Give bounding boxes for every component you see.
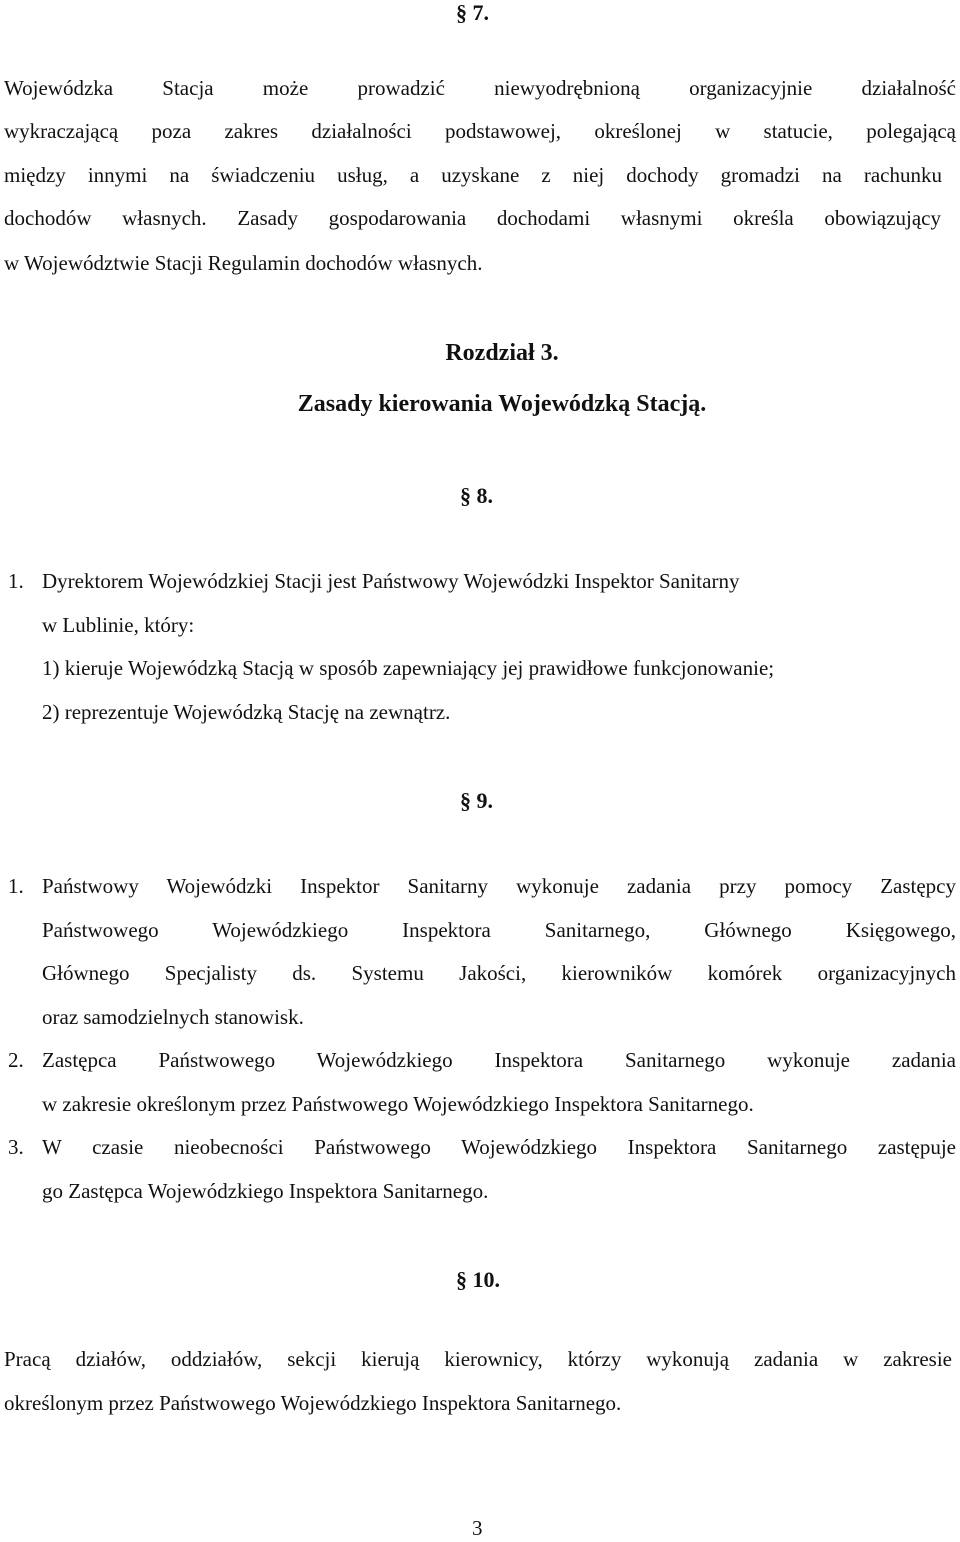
section-9-item-1-number: 1. — [8, 874, 24, 898]
chapter-number: Rozdział 3. — [445, 340, 559, 366]
section-8-heading: § 8. — [460, 483, 493, 508]
chapter-title: Zasady kierowania Wojewódzką Stacją. — [297, 391, 707, 417]
section-8-item-1-line-1: Dyrektorem Wojewódzkiej Stacji jest Państwowy Wojewódzki Inspektor Sanitarny — [42, 569, 740, 593]
section-9-item-1-line-1: Państwowy Wojewódzki Inspektor Sanitarny wykonuje zadania przy pomocy Zastępcy — [42, 874, 956, 898]
section-9-item-2-line-2: w zakresie określonym przez Państwowego Wojewódzkiego Inspektora Sanitarnego. — [42, 1092, 754, 1116]
section-10-line-2: określonym przez Państwowego Wojewódzkiego Inspektora Sanitarnego. — [4, 1391, 622, 1415]
section-8-subitem-1: 1) kieruje Wojewódzką Stacją w sposób zapewniający jej prawidłowe funkcjonowanie; — [42, 656, 775, 680]
section-7-line-2: wykraczającą poza zakres działalności podstawowej, określonej w statucie, polegającą — [4, 119, 956, 143]
section-9-item-2-line-1: Zastępca Państwowego Wojewódzkiego Inspektora Sanitarnego wykonuje zadania — [42, 1048, 956, 1072]
section-10-heading: § 10. — [456, 1267, 500, 1292]
section-9-item-3-line-2: go Zastępca Wojewódzkiego Inspektora Sanitarnego. — [42, 1179, 489, 1203]
section-8-item-1-number: 1. — [8, 569, 24, 593]
section-7-line-1: Wojewódzka Stacja może prowadzić niewyodrębnioną organizacyjnie działalność — [4, 76, 956, 100]
section-7-line-5: w Województwie Stacji Regulamin dochodów własnych. — [4, 251, 483, 275]
section-9-item-1-line-3: Głównego Specjalisty ds. Systemu Jakości, kierowników komórek organizacyjnych — [42, 961, 956, 985]
section-9-item-1-line-2: Państwowego Wojewódzkiego Inspektora Sanitarnego, Głównego Księgowego, — [42, 918, 956, 942]
section-9-item-2-number: 2. — [8, 1048, 24, 1072]
section-7-line-4: dochodów własnych. Zasady gospodarowania dochodami własnymi określa obowiązujący — [4, 206, 941, 230]
section-9-item-3-line-1: W czasie nieobecności Państwowego Wojewódzkiego Inspektora Sanitarnego zastępuje — [42, 1135, 956, 1159]
section-7-line-3: między innymi na świadczeniu usług, a uzyskane z niej dochody gromadzi na rachunku — [4, 163, 942, 187]
section-10-line-1: Pracą działów, oddziałów, sekcji kierują kierownicy, którzy wykonują zadania w zakresie — [4, 1347, 952, 1371]
page-number: 3 — [472, 1516, 483, 1540]
section-9-item-3-number: 3. — [8, 1135, 24, 1159]
section-8-subitem-2: 2) reprezentuje Wojewódzką Stację na zewnątrz. — [42, 700, 451, 724]
section-7-heading: § 7. — [456, 0, 489, 25]
section-8-item-1-line-2: w Lublinie, który: — [42, 613, 195, 637]
section-9-heading: § 9. — [460, 788, 493, 813]
section-9-item-1-line-4: oraz samodzielnych stanowisk. — [42, 1005, 304, 1029]
